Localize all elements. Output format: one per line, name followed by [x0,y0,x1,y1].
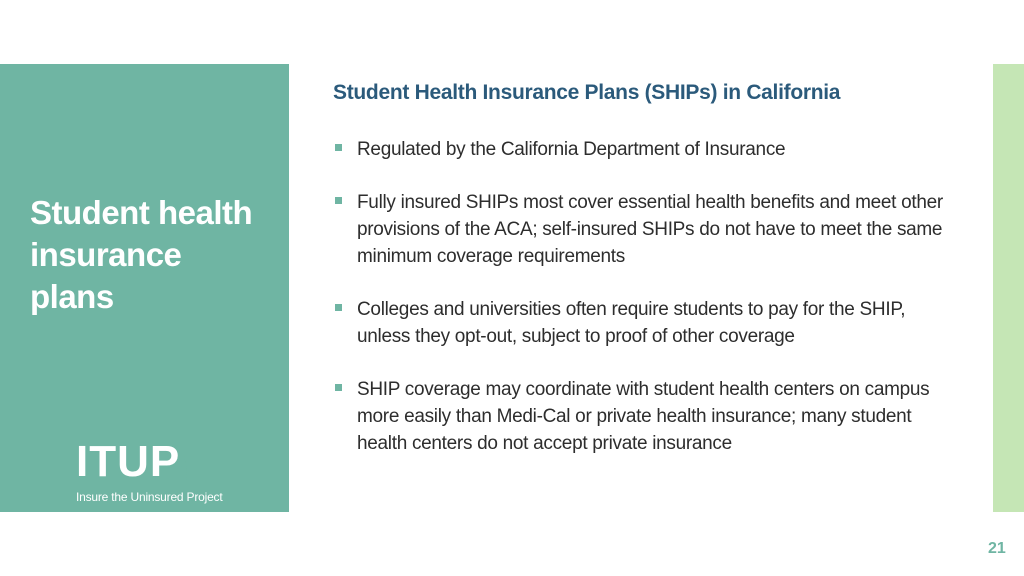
square-bullet-icon [335,384,342,391]
page-number: 21 [988,540,1006,557]
bullet-text: Colleges and universities often require students to pay for the SHIP, unless they opt-out, subject to proof of other coverage [357,299,906,347]
bullet-text: Regulated by the California Department of Insurance [357,139,786,160]
itup-logo [76,437,236,506]
square-bullet-icon [335,144,342,151]
california-icon [178,440,188,484]
bullet-item [333,189,963,270]
bullet-item [333,136,963,163]
bullet-item [333,296,963,350]
slide-heading: Student Health Insurance Plans (SHIPs) in California [333,81,841,104]
bullet-item [333,376,963,457]
section-title: Student health insurance plans [30,194,253,315]
right-stripe [993,64,1024,512]
logo-text: ITUP [76,437,181,486]
square-bullet-icon [335,304,342,311]
logo-mark [76,437,236,486]
square-bullet-icon [335,197,342,204]
bullet-text: SHIP coverage may coordinate with student health centers on campus more easily than Medi-Cal or private health insurance; many student health centers do not accept private insurance [357,379,930,454]
bullet-list [333,136,963,483]
logo-tagline: Insure the Uninsured Project [76,490,223,504]
bullet-text: Fully insured SHIPs most cover essential health benefits and meet other provisions of the ACA; self-insured SHIPs do not have to meet the same minimum coverage requirements [357,192,943,267]
